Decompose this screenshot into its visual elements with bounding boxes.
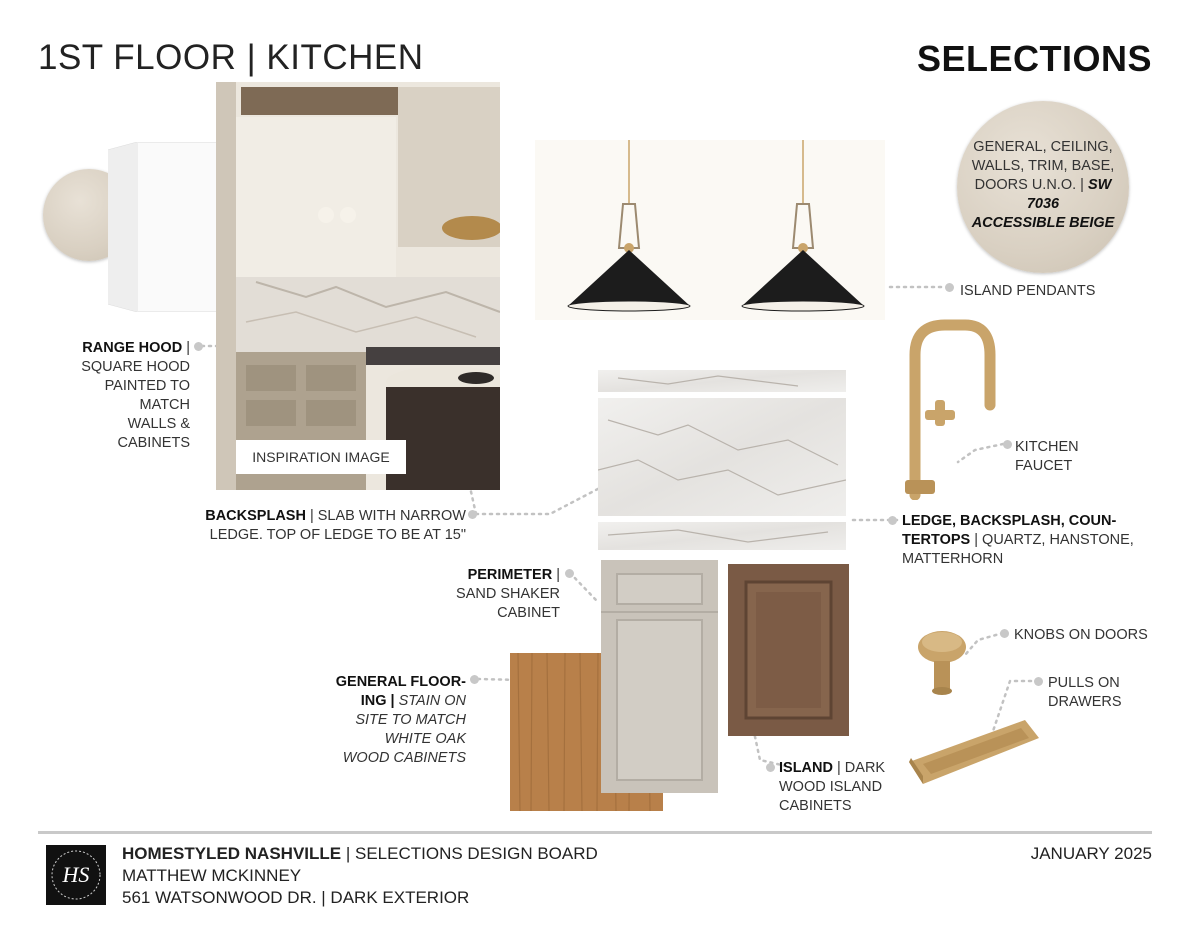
knob-illustration bbox=[913, 625, 971, 697]
pendants-leader-dot bbox=[945, 283, 954, 292]
paint-selection-label: GENERAL, CEILING, WALLS, TRIM, BASE, DOORS U.N.O. | SW 7036 ACCESSIBLE BEIGE bbox=[971, 139, 1115, 231]
range-hood-label: RANGE HOOD | SQUARE HOOD PAINTED TO MATCH WALLS & CABINETS bbox=[81, 340, 190, 451]
logo-mark-icon bbox=[46, 845, 106, 905]
flooring-leader-dot bbox=[470, 675, 479, 684]
pull-illustration bbox=[905, 712, 1043, 787]
pulls-label: PULLS ON DRAWERS bbox=[1048, 675, 1122, 710]
general-flooring-label: GENERAL FLOOR- ING | STAIN ON SITE TO MATCH WHITE OAK WOOD CABINETS bbox=[335, 674, 466, 766]
faucet-leader-dot bbox=[1003, 440, 1012, 449]
perimeter-label: PERIMETER | SAND SHAKER CABINET bbox=[456, 567, 560, 621]
range-hood-leader-dot bbox=[194, 342, 203, 351]
quartz-label: LEDGE, BACKSPLASH, COUN- TERTOPS | QUARTZ, HANSTONE, MATTERHORN bbox=[902, 513, 1134, 567]
inspiration-caption: INSPIRATION IMAGE bbox=[252, 449, 390, 465]
island-pendants-label: ISLAND PENDANTS bbox=[960, 283, 1096, 299]
dark-wood-door-illustration bbox=[728, 564, 849, 736]
shaker-door-illustration bbox=[601, 560, 718, 793]
faucet-illustration bbox=[895, 315, 1005, 500]
pulls-leader-dot bbox=[1034, 677, 1043, 686]
kitchen-photo-illustration bbox=[216, 82, 500, 490]
island-pendants-image bbox=[535, 140, 885, 320]
board-type: | SELECTIONS DESIGN BOARD bbox=[345, 844, 598, 863]
perimeter-leader-dot bbox=[565, 569, 574, 578]
pendant-lights-illustration bbox=[535, 140, 885, 320]
cabinet-knob-image bbox=[913, 625, 971, 697]
backsplash-label: BACKSPLASH | SLAB WITH NARROW LEDGE. TOP OF LEDGE TO BE AT 15" bbox=[205, 508, 466, 543]
knobs-label: KNOBS ON DOORS bbox=[1014, 627, 1148, 643]
island-label: ISLAND | DARK WOOD ISLAND CABINETS bbox=[779, 760, 886, 814]
knobs-leader-dot bbox=[1000, 629, 1009, 638]
backsplash-leader-dot bbox=[468, 510, 477, 519]
inspiration-image bbox=[216, 82, 500, 490]
logo-text: HS bbox=[62, 862, 90, 887]
company-name: HOMESTYLED NASHVILLE bbox=[122, 844, 342, 863]
inspiration-caption-box bbox=[236, 440, 406, 474]
kitchen-faucet-label: KITCHEN FAUCET bbox=[1015, 439, 1079, 474]
island-leader-dot bbox=[766, 763, 775, 772]
footer-divider bbox=[38, 831, 1152, 834]
page-title: 1ST FLOOR | KITCHEN bbox=[38, 38, 424, 77]
footer-address: 561 WATSONWOOD DR. | DARK EXTERIOR bbox=[122, 888, 470, 907]
quartz-slab-illustration bbox=[598, 370, 846, 550]
footer-company-line bbox=[122, 843, 598, 864]
drawer-pull-image bbox=[905, 712, 1043, 787]
footer-client: MATTHEW MCKINNEY bbox=[122, 866, 302, 885]
homestyled-logo bbox=[46, 845, 106, 905]
quartz-samples bbox=[598, 370, 846, 550]
island-cabinet-door bbox=[728, 564, 849, 736]
kitchen-faucet-image bbox=[895, 315, 1005, 500]
quartz-leader-dot bbox=[888, 516, 897, 525]
footer-date: JANUARY 2025 bbox=[1030, 844, 1152, 863]
page-heading-selections: SELECTIONS bbox=[916, 38, 1152, 79]
perimeter-cabinet-door bbox=[601, 560, 718, 793]
